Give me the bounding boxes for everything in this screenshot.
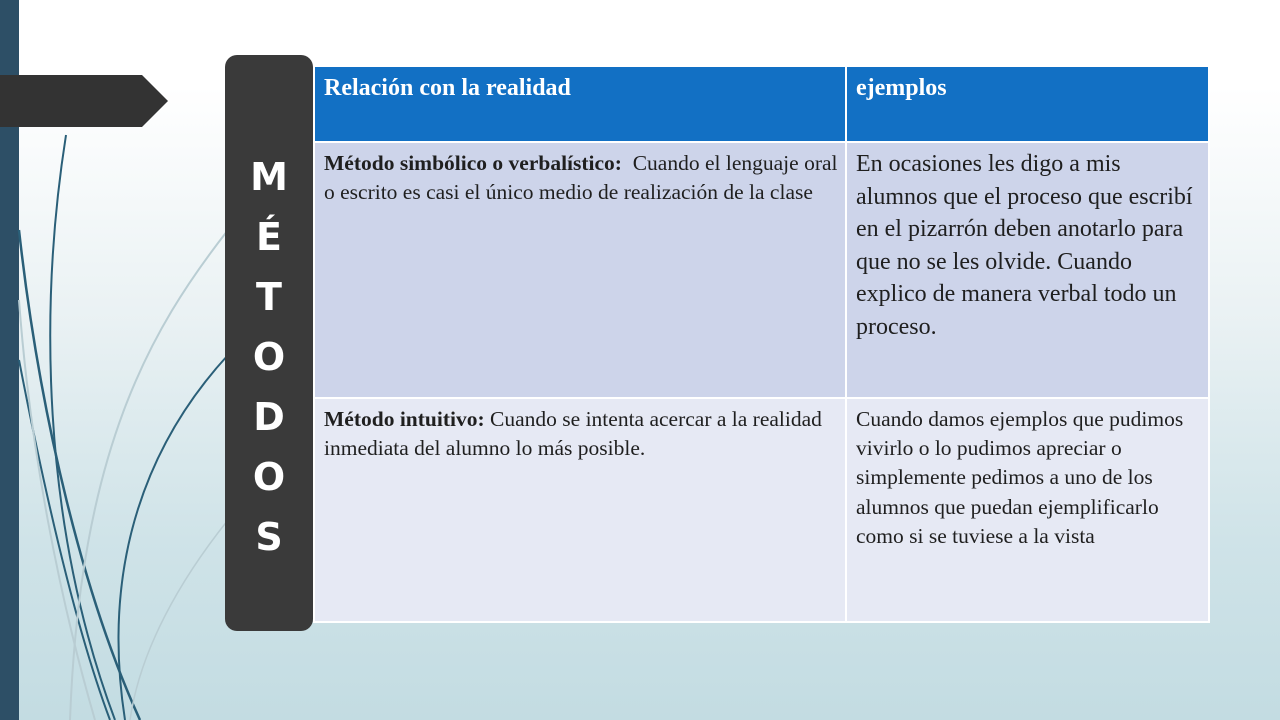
method-description: Cuando se intenta acercar a la realidad inmediata del alumno lo más posible.	[324, 407, 828, 460]
example-cell: Cuando damos ejemplos que pudimos vivirlo o lo pudimos apreciar o simplemente pedimos a uno de los alumnos que puedan ejemplificarlo como si se tuviese a la vista	[846, 398, 1209, 622]
label-letter: S	[255, 515, 283, 559]
label-letter: T	[256, 275, 282, 319]
methods-table	[313, 65, 1210, 623]
label-letter: M	[250, 155, 288, 199]
arrow-shape	[0, 75, 168, 127]
method-description-cell	[314, 142, 846, 398]
methods-vertical-label	[225, 55, 313, 631]
method-description: Cuando el lenguaje oral o escrito es casi el único medio de realización de la clase	[324, 151, 843, 204]
label-letter: O	[252, 455, 286, 499]
example-cell: En ocasiones les digo a mis alumnos que el proceso que escribí en el pizarrón deben anotarlo para que no se les olvide. Cuando explico de manera verbal todo un proceso.	[846, 142, 1209, 398]
table-row	[314, 142, 1209, 398]
method-name: Método intuitivo:	[324, 407, 485, 431]
table-header-row	[314, 66, 1209, 142]
method-description-cell	[314, 398, 846, 622]
method-name: Método simbólico o verbalístico:	[324, 151, 622, 175]
table-row	[314, 398, 1209, 622]
column-header-relation: Relación con la realidad	[314, 66, 846, 142]
column-header-examples: ejemplos	[846, 66, 1209, 142]
label-letter: D	[253, 395, 285, 439]
label-letter: O	[252, 335, 286, 379]
label-letter: É	[256, 215, 282, 259]
